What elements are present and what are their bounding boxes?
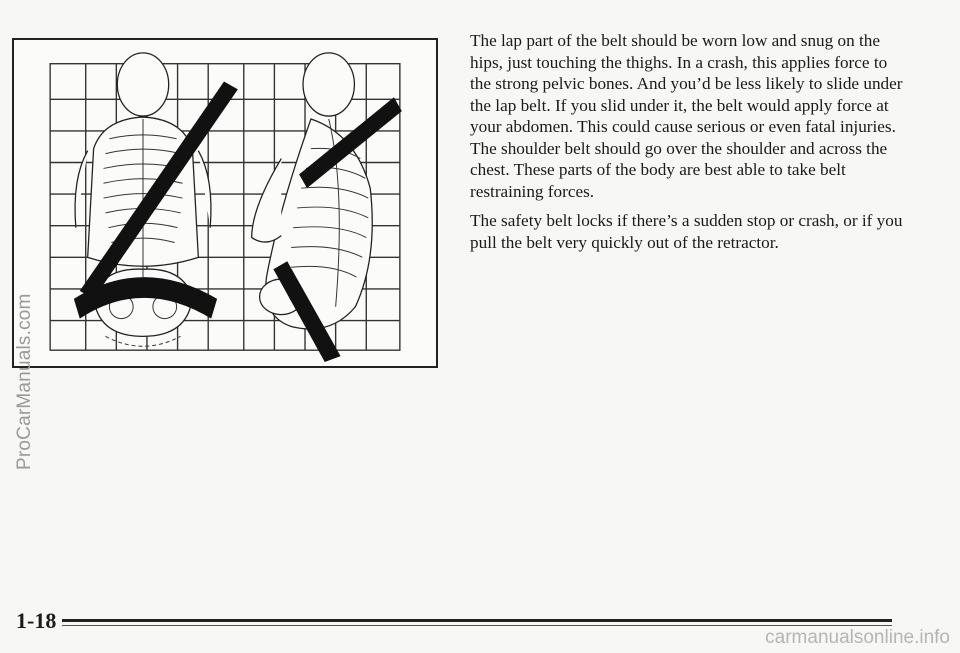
page-number: 1-18 — [16, 608, 57, 633]
seatbelt-illustration — [12, 38, 438, 368]
body-text — [470, 30, 910, 261]
bottom-watermark: carmanualsonline.info — [765, 627, 950, 648]
side-watermark: ProCarManuals.com — [14, 293, 35, 470]
footer-rule-thick — [62, 619, 892, 622]
paragraph-belt-locks: The safety belt locks if there’s a sudden stop or crash, or if you pull the belt very quickly out of the retractor. — [470, 211, 903, 252]
skeleton-seatbelt-icon — [14, 40, 436, 366]
paragraph-lap-belt: The lap part of the belt should be worn low and snug on the hips, just touching the thighs. In a crash, this applies force to the strong pelvic bones. And you’d be less likely to slide under the lap belt. If you slid under it, the belt would apply force at your abdomen. This could cause serious or even fatal injuries. The shoulder belt should go over the shoulder and across the chest. These parts of the body are best able to take belt restraining forces. — [470, 31, 903, 201]
footer-rule-thin — [62, 625, 892, 626]
